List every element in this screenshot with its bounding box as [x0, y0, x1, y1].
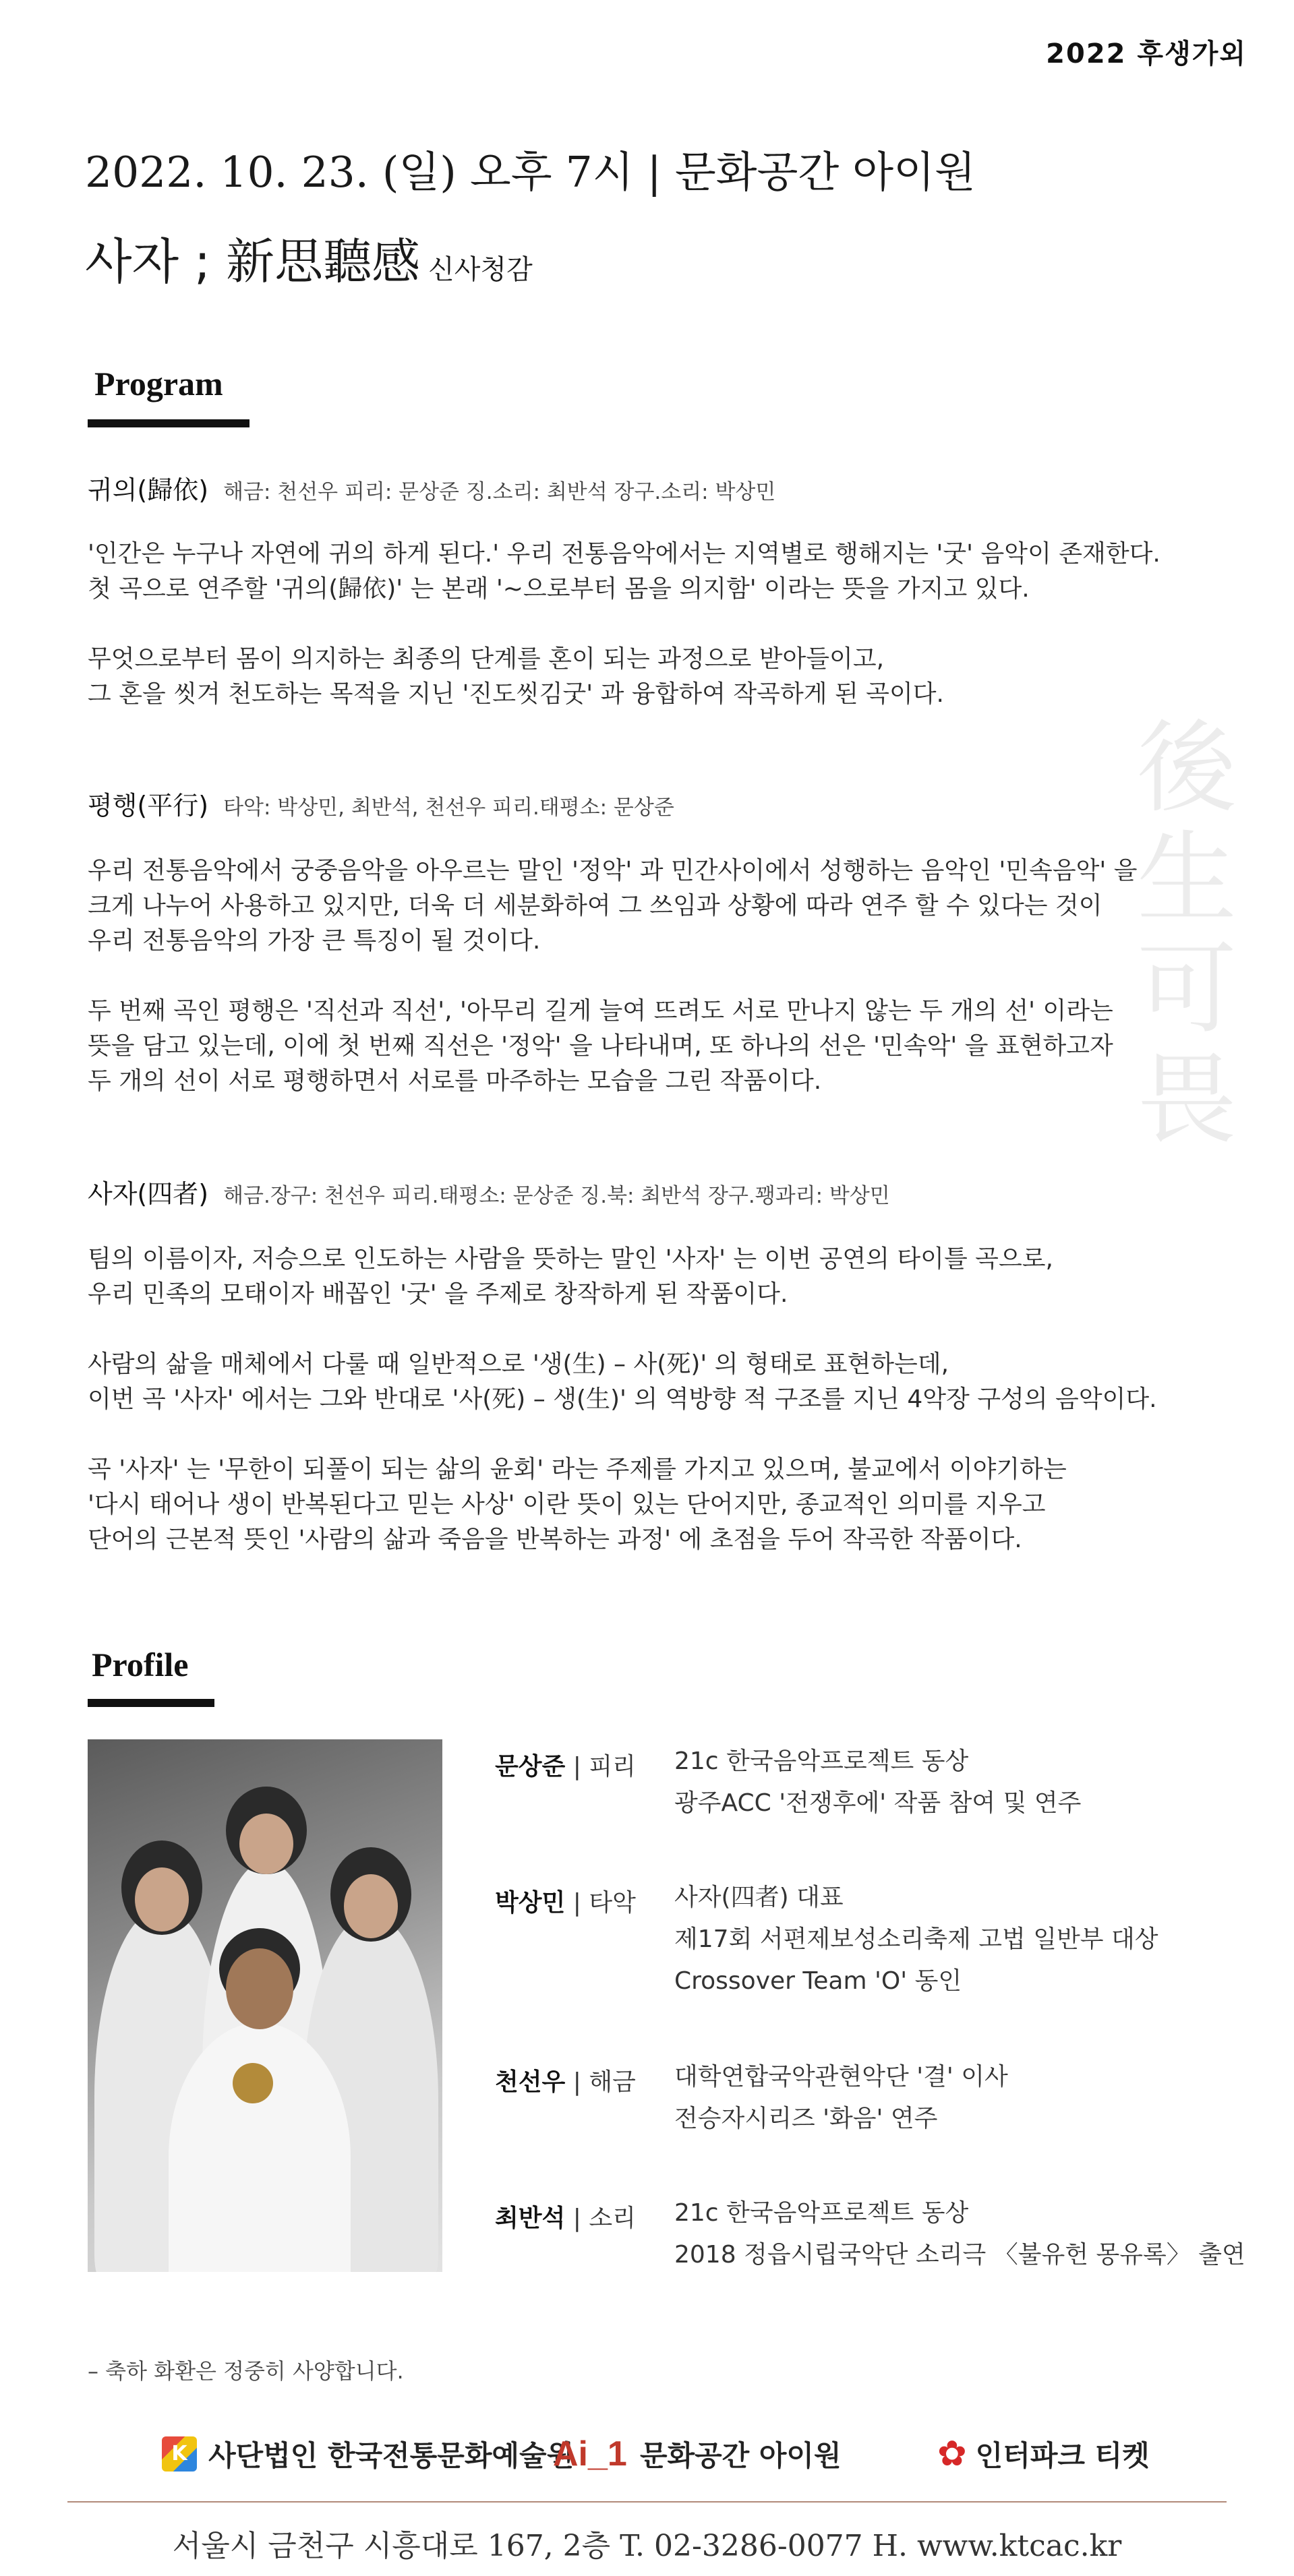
piece-paragraph [88, 1242, 1053, 1312]
career-line: 제17회 서편제보성소리축제 고법 일반부 대상 [674, 1925, 1158, 1953]
para-line: 무엇으로부터 몸이 의지하는 최종의 단계를 혼이 되는 과정으로 받아들이고, [88, 645, 885, 673]
sponsor-label: 인터파크 티켓 [975, 2439, 1150, 2472]
piece-credits: 해금.장구: 천선우 피리.태평소: 문상준 징.북: 최반석 장구.꽹과리: 박상민 [223, 1184, 890, 1208]
ktcac-logo-icon: K [162, 2436, 197, 2472]
title-reading: 신사청감 [428, 254, 533, 285]
member-role: 타악 [589, 1889, 636, 1917]
sponsor-i1 [553, 2434, 842, 2474]
piece-name: 사자(四者) [88, 1179, 209, 1209]
piece-credits: 해금: 천선우 피리: 문상준 징.소리: 최반석 장구.소리: 박상민 [223, 480, 776, 504]
para-line: 사람의 삶을 매체에서 다룰 때 일반적으로 '생(生) – 사(死)' 의 형태로 표현하는데, [88, 1350, 949, 1378]
member-name: 천선우 [495, 2068, 566, 2096]
para-line: 이번 곡 '사자' 에서는 그와 반대로 '사(死) – 생(生)' 의 역방향 적 구조를 지닌 4악장 구성의 음악이다. [88, 1385, 1157, 1413]
career-line: 21c 한국음악프로젝트 동상 [674, 2199, 969, 2227]
para-line: 뜻을 담고 있는데, 이에 첫 번째 직선은 '정악' 을 나타내며, 또 하나의 선은 '민속악' 을 표현하고자 [88, 1032, 1113, 1060]
career-line: 전승자시리즈 '화음' 연주 [674, 2105, 938, 2132]
member-career [674, 1741, 1081, 1824]
i1-logo-icon: Ai_1 [553, 2434, 627, 2474]
piece-paragraph [88, 994, 1113, 1099]
member-role: 소리 [589, 2205, 636, 2232]
member-name: 최반석 [495, 2205, 566, 2232]
wreath-notice: – 축하 화환은 정중히 사양합니다. [88, 2358, 404, 2384]
piece-credits: 타악: 박상민, 최반석, 천선우 피리.태평소: 문상준 [223, 796, 674, 820]
career-line: 광주ACC '전쟁후에' 작품 참여 및 연주 [674, 1789, 1082, 1817]
career-line: 사자(四者) 대표 [674, 1884, 844, 1911]
para-line: 그 혼을 씻겨 천도하는 목적을 지닌 '진도씻김굿' 과 융합하여 작곡하게 된 곡이다. [88, 680, 944, 708]
series-logo: 2022 후생가외 [1046, 38, 1247, 69]
para-line: 단어의 근본적 뜻인 '사람의 삶과 죽음을 반복하는 과정' 에 초점을 두어 작곡한 작품이다. [88, 1526, 1022, 1553]
member-career [674, 1877, 1158, 2002]
piece-paragraph [88, 1452, 1067, 1557]
profile-underline [88, 1699, 214, 1707]
footer-contact: 서울시 금천구 시흥대로 167, 2층 T. 02-3286-0077 H. www.ktcac.kr [172, 2529, 1122, 2563]
sponsor-ktcac [162, 2434, 574, 2474]
para-line: 곡 '사자' 는 '무한이 되풀이 되는 삶의 윤회' 라는 주제를 가지고 있으며, 불교에서 이야기하는 [88, 1456, 1067, 1483]
para-line: 두 개의 선이 서로 평행하면서 서로를 마주하는 모습을 그린 작품이다. [88, 1067, 822, 1095]
piece-paragraph [88, 1347, 1157, 1417]
career-line: 2018 정읍시립국악단 소리극 〈불유헌 몽유록〉 출연 [674, 2241, 1245, 2269]
para-line: 두 번째 곡인 평행은 '직선과 직선', '아무리 길게 늘여 뜨려도 서로 만나지 않는 두 개의 선' 이라는 [88, 997, 1113, 1025]
career-line: 대학연합국악관현악단 '결' 이사 [674, 2063, 1008, 2091]
para-line: 우리 민족의 모태이자 배꼽인 '굿' 을 주제로 창작하게 된 작품이다. [88, 1280, 788, 1308]
member-name: 박상민 [495, 1889, 566, 1917]
piece-paragraph [88, 853, 1138, 959]
footer-divider [67, 2501, 1227, 2503]
para-line: 첫 곡으로 연주할 '귀의(歸依)' 는 본래 '~으로부터 몸을 의지함' 이라는 뜻을 가지고 있다. [88, 575, 1030, 603]
member-profile: 박상민 | 타악 [495, 1889, 636, 1917]
piece-title-saja [88, 1173, 890, 1210]
para-line: 팀의 이름이자, 저승으로 인도하는 사람을 뜻하는 말인 '사자' 는 이번 공연의 타이틀 곡으로, [88, 1245, 1053, 1273]
member-name: 문상준 [495, 1753, 566, 1780]
member-career [674, 2192, 1245, 2276]
interpark-flower-icon: ✿ [937, 2434, 967, 2474]
member-role: 피리 [589, 1753, 636, 1780]
title-main: 사자 ; [85, 233, 227, 290]
member-profile: 천선우 | 해금 [495, 2068, 636, 2096]
member-profile: 최반석 | 소리 [495, 2205, 636, 2232]
profile-heading: Profile [92, 1646, 189, 1683]
title-hanja: 新思聽感 [226, 233, 421, 290]
para-line: 우리 전통음악에서 궁중음악을 아우르는 말인 '정악' 과 민간사이에서 성행하는 음악인 '민속음악' 을 [88, 857, 1138, 885]
piece-name: 평행(平行) [88, 791, 209, 820]
piece-paragraph [88, 537, 1160, 607]
sponsor-label: 문화공간 아이원 [639, 2439, 842, 2472]
para-line: '인간은 누구나 자연에 귀의 하게 된다.' 우리 전통음악에서는 지역별로 행해지는 '굿' 음악이 존재한다. [88, 540, 1160, 568]
watermark-hanja: 後生可畏 [1121, 715, 1237, 1157]
group-photo [88, 1739, 442, 2272]
sponsor-interpark [937, 2434, 1150, 2474]
para-line: 크게 나누어 사용하고 있지만, 더욱 더 세분화하여 그 쓰임과 상황에 따라 연주 할 수 있다는 것이 [88, 892, 1102, 920]
member-role: 해금 [589, 2068, 636, 2096]
para-line: 우리 전통음악의 가장 큰 특징이 될 것이다. [88, 927, 541, 955]
sponsor-label: 사단법인 한국전통문화예술원 [208, 2439, 575, 2472]
career-line: Crossover Team 'O' 동인 [674, 1967, 962, 1995]
piece-paragraph [88, 642, 944, 712]
member-career [674, 2056, 1008, 2140]
member-profile: 문상준 | 피리 [495, 1753, 636, 1780]
piece-name: 귀의(歸依) [88, 475, 209, 505]
piece-title-gwiui [88, 469, 775, 506]
program-heading: Program [94, 365, 223, 402]
para-line: '다시 태어나 생이 반복된다고 믿는 사상' 이란 뜻이 있는 단어지만, 종교적인 의미를 지우고 [88, 1491, 1046, 1518]
career-line: 21c 한국음악프로젝트 동상 [674, 1747, 969, 1775]
concert-title [85, 222, 533, 293]
piece-title-pyeonghaeng [88, 785, 674, 822]
event-date-venue: 2022. 10. 23. (일) 오후 7시 | 문화공간 아이원 [85, 148, 976, 197]
program-underline [88, 419, 249, 427]
